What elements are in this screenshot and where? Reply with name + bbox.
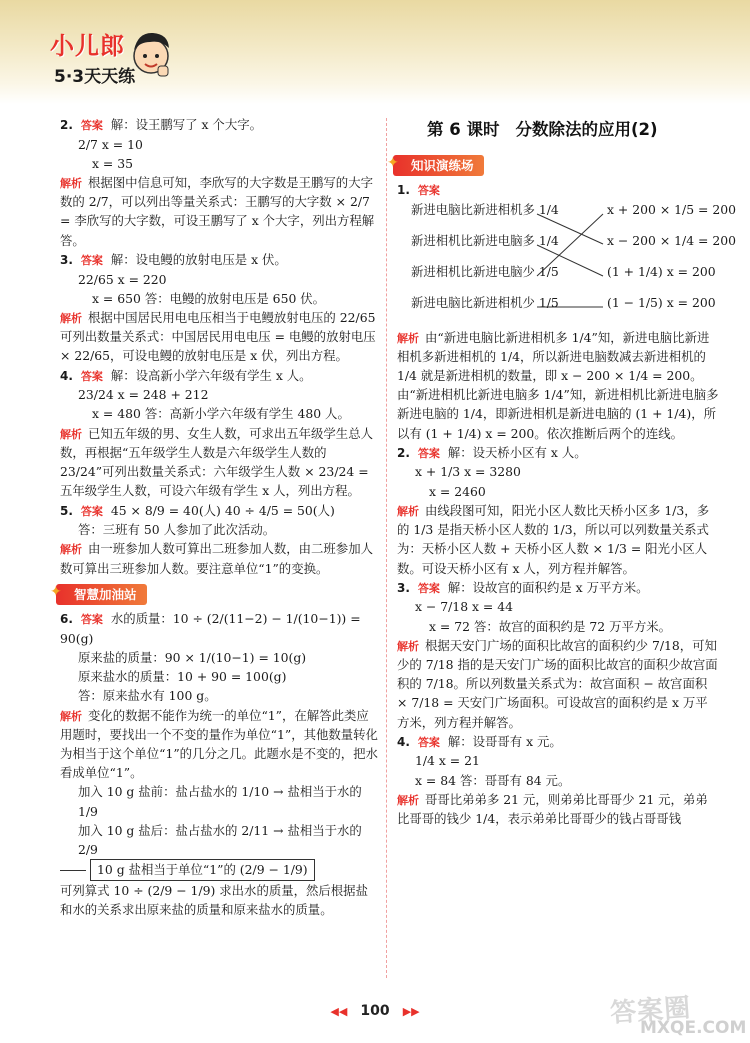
equation: x = 650 答：电鳗的放射电压是 650 伏。 [92,290,326,306]
match-left-item: 新进相机比新进电脑少 1/5 [411,263,559,279]
page-number: 100 [360,1003,390,1019]
match-right-item: (1 + 1/4) x = 200 [607,263,716,279]
analysis-text: 根据图中信息可知，李欣写的大字数是王鹏写的大字数的 2/7，可以列出等量关系式：王鹏写的大字数 × 2/7 = 李欣写的大字数，可设王鹏写了 x 个大字，列出方程解答。 [60,175,375,248]
question-number: 2. [397,445,410,460]
match-left-item: 新进电脑比新进相机多 1/4 [411,201,559,217]
equation: x = 35 [92,155,134,171]
answer-tag: 答案 [80,504,103,518]
watermark-url: MXQE.COM [640,1018,747,1038]
question-6 [60,609,380,919]
match-right-item: x − 200 × 1/4 = 200 [607,232,737,248]
analysis-tag: 解析 [397,331,419,345]
logo-subtitle: 5·3天天练 [54,67,136,87]
analysis-text: 哥哥比弟弟多 21 元，则弟弟比哥哥少 21 元，弟弟比哥哥的钱少 1/4，表示弟弟比哥哥少的钱占哥哥钱 [397,791,708,827]
analysis-text: 根据中国居民用电电压相当于电鳗放射电压的 22/65 可列出数量关系式：中国居民用电电压 = 电鳗的放射电压 × 22/65，可设电鳗的放射电压是 x 伏，列出方程。 [60,309,376,364]
answer-tag: 答案 [417,183,440,197]
star-icon: ✦ [50,583,62,600]
section-title: 智慧加油站 [74,586,137,602]
equation: 1/4 x = 21 [415,753,480,769]
analysis-tag: 解析 [60,311,82,325]
analysis-tag: 解析 [60,543,82,557]
match-right-item: x + 200 × 1/5 = 200 [607,201,737,217]
equation: 22/65 x = 220 [78,271,167,287]
star-icon: ✦ [387,154,399,171]
match-right-item: (1 − 1/5) x = 200 [607,294,716,310]
answer-text: 解：设故宫的面积约是 x 万平方米。 [447,579,649,595]
prev-page-icon[interactable]: ◀◀ [330,1005,348,1018]
question-2 [60,115,380,250]
question-number: 4. [397,734,410,749]
analysis-tag: 解析 [60,709,82,723]
match-left-item: 新进相机比新进电脑多 1/4 [411,232,559,248]
match-row [397,231,737,262]
matching-diagram [397,200,737,324]
question-4 [60,366,380,501]
equation: x = 2460 [429,483,486,499]
question-number: 5. [60,503,73,518]
analysis-tag: 解析 [397,639,419,653]
left-column [50,115,380,919]
equation: x − 7/18 x = 44 [415,599,514,615]
match-left-item: 新进电脑比新进相机少 1/5 [411,294,559,310]
answer-tag: 答案 [80,119,103,132]
analysis-text: 已知五年级的男、女生人数，可求出五年级学生总人数，再根据“五年级学生人数是六年级学生人数的 23/24”可列出数量关系式：六年级学生人数 × 23/24 = 五年级学生人数，可设六年级有学生 x 人，列出方程。 [60,425,373,499]
equation: x = 480 答：高新小学六年级有学生 480 人。 [92,406,350,422]
logo-title: 小儿郎 [50,32,125,60]
answer-tag: 答案 [417,581,440,595]
equation: 原来盐的质量：90 × 1/(10−1) = 10(g) [78,649,307,665]
question-4-right [397,732,719,828]
question-number: 2. [60,118,73,132]
question-5 [60,501,380,578]
mascot-icon [128,28,174,80]
watermark: 答案圈 [609,993,693,1029]
lesson-title [427,117,719,143]
right-column [387,115,737,828]
match-row [397,262,719,293]
equation: 23/24 x = 248 + 212 [78,387,209,403]
question-2-right [397,443,719,578]
match-row [397,293,719,324]
analysis-tag: 解析 [60,177,82,191]
match-row [397,200,737,231]
answer-tag: 答案 [417,735,440,749]
question-number: 3. [60,252,73,267]
equation: 原来盐水的质量：10 + 90 = 100(g) [78,669,287,685]
answer-text: 答：原来盐水有 100 g。 [78,688,217,704]
lesson-topic: 分数除法的应用(2) [515,120,658,139]
answer-text: 解：设电鳗的放射电压是 x 伏。 [110,251,287,267]
answer-tag: 答案 [417,446,440,460]
question-number: 4. [60,368,73,383]
lesson-number: 第 6 课时 [427,120,500,139]
analysis-tag: 解析 [397,504,419,518]
question-number: 6. [60,612,73,627]
answer-tag: 答案 [80,613,103,627]
analysis-text: 由线段图可知，阳光小区人数比天桥小区多 1/3，多的 1/3 是指天桥小区人数的 1/3，所以可以列数量关系式为：天桥小区人数 + 天桥小区人数 × 1/3 = 阳光小区人数。可设天桥小区有 x 人，列方程并解答。 [397,502,710,576]
analysis-text: 可列算式 10 ÷ (2/9 − 1/9) 求出水的质量，然后根据盐和水的关系求出原来盐的质量和原来盐水的质量。 [60,882,368,917]
equation: 水的质量：10 ÷ (2/(11−2) − 1/(10−1)) = 90(g) [60,611,361,646]
question-number: 1. [397,182,410,197]
section-header-wisdom [50,583,147,605]
analysis-tag: 解析 [60,427,82,441]
analysis-text: 根据天安门广场的面积比故宫的面积约少 7/18，可知少的 7/18 指的是天安门广场的面积比故宫的面积少故宫面积的 7/18。所以列数量关系式为：故宫面积 − 故宫面积 × 7/18 = 天安门广场面积。可设故宫的面积约是 x 万平方米，列方程并解答。 [397,637,718,730]
answer-text: 解：设天桥小区有 x 人。 [447,444,587,460]
answer-text: 答：三班有 50 人参加了此次活动。 [78,522,276,538]
header-band [0,0,750,104]
arrow-icon [60,870,86,871]
equation: 45 × 8/9 = 40(人) 40 ÷ 4/5 = 50(人) [110,502,335,518]
answer-text: 解：设王鹏写了 x 个大字。 [110,117,262,132]
analysis-text: 由一班参加人数可算出二班参加人数，由二班参加人数可算出三班参加人数。要注意单位“1”的变换。 [60,541,373,576]
analysis-text: 变化的数据不能作为统一的单位“1”，在解答此类应用题时，要找出一个不变的量作为单位“1”，其他数量转化为相当于这个单位“1”的几分之几。此题水是不变的，把水看成单位“1”。 [60,707,378,781]
answer-text: 解：设哥哥有 x 元。 [447,733,562,749]
question-3 [60,250,380,366]
question-number: 3. [397,580,410,595]
equation: x = 84 答：哥哥有 84 元。 [415,772,571,788]
equation: 2/7 x = 10 [78,136,143,152]
equation: x = 72 答：故宫的面积约是 72 万平方米。 [429,618,672,634]
logo [40,26,180,96]
section-header-practice [387,154,484,176]
question-1 [397,180,737,443]
answer-tag: 答案 [80,253,103,267]
next-page-icon[interactable]: ▶▶ [402,1005,420,1018]
diagram-line: 加入 10 g 盐前：盐占盐水的 1/10 → 盐相当于水的 1/9 [78,784,362,819]
section-title: 知识演练场 [411,157,474,173]
equation: x + 1/3 x = 3280 [415,464,521,480]
answer-tag: 答案 [80,369,103,383]
diagram-line: 加入 10 g 盐后：盐占盐水的 2/11 → 盐相当于水的 2/9 [78,822,362,858]
analysis-tag: 解析 [397,793,419,807]
answer-text: 解：设高新小学六年级有学生 x 人。 [110,367,312,383]
boxed-note: 10 g 盐相当于单位“1”的 (2/9 − 1/9) [90,859,315,880]
question-3-right [397,578,719,732]
column-divider [386,118,387,978]
analysis-text: 由“新进电脑比新进相机多 1/4”知，新进电脑比新进相机多新进相机的 1/4，所以新进电脑数减去新进相机的 1/4 就是新进相机的数量，即 x − 200 × 1/4 = 200。由“新进相机比新进电脑多 1/4”知，新进相机比新进电脑多新进电脑的 1/4，即新进相机是新进电脑的 (1 + 1/4)，所以有 (1 + 1/4) x = 200。依次推断后两个的连线。 [397,329,719,441]
